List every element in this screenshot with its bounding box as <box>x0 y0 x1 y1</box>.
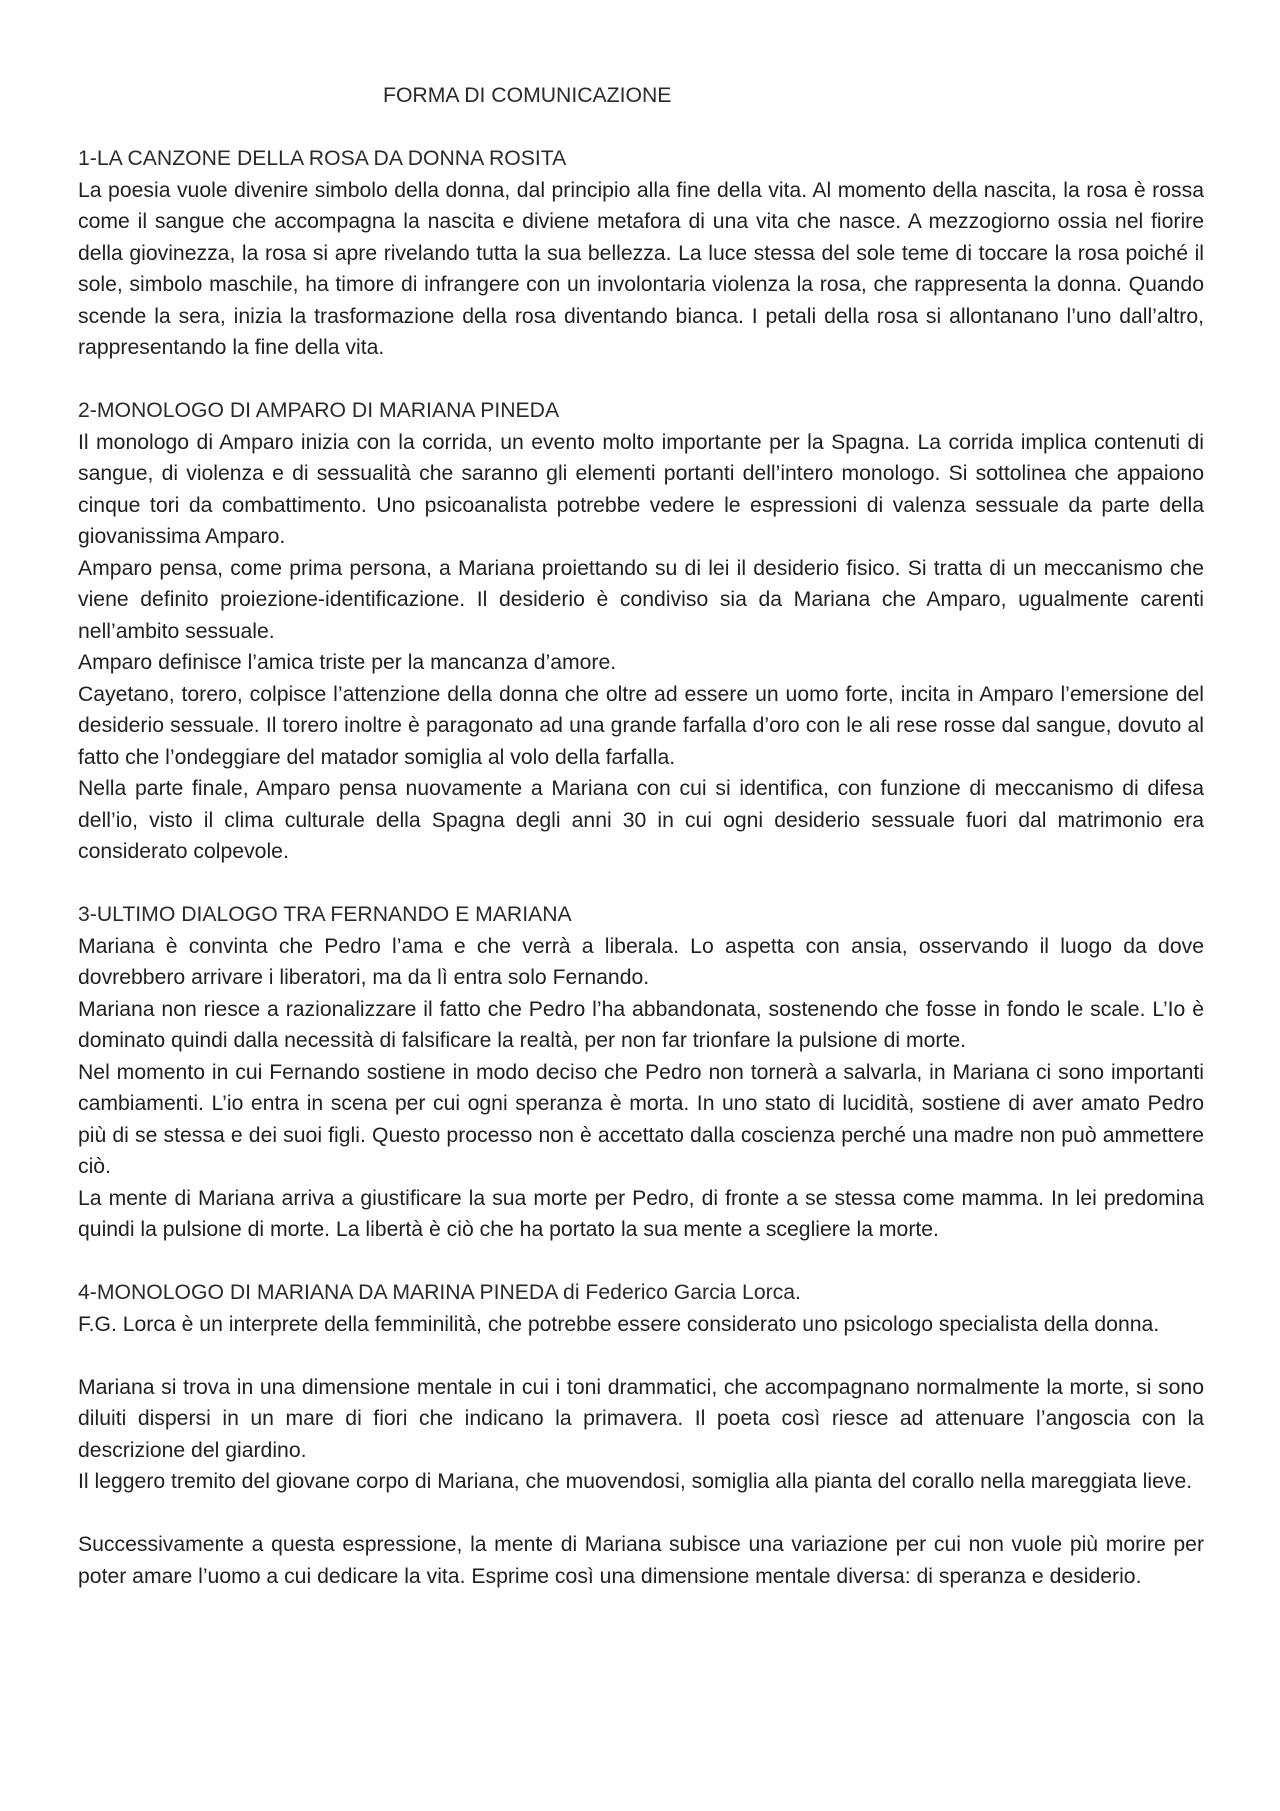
section-heading: 4-MONOLOGO DI MARIANA DA MARINA PINEDA di Federico Garcia Lorca. <box>78 1281 801 1304</box>
section-2 <box>78 395 1204 868</box>
paragraph: Successivamente a questa espressione, la mente di Mariana subisce una variazione per cui non vuole più morire per poter amare l’uomo a cui dedicare la vita. Esprime così una dimensione mentale diversa: di speranza e desiderio. <box>78 1533 1204 1588</box>
paragraph: Mariana si trova in una dimensione mentale in cui i toni drammatici, che accompagnano normalmente la morte, si sono diluiti dispersi in un mare di fiori che indicano la primavera. Il poeta così riesce ad attenuare l’angoscia con la descrizione del giardino. <box>78 1375 1204 1462</box>
section-1 <box>78 143 1204 364</box>
paragraph: Cayetano, torero, colpisce l’attenzione della donna che oltre ad essere un uomo forte, incita in Amparo l’emersione del desiderio sessuale. Il torero inoltre è paragonato ad una grande farfalla d’oro con le ali rese rosse dal sangue, dovuto al fatto che l’ondeggiare del matador somiglia al volo della farfalla. <box>78 682 1204 769</box>
section-heading: 3-ULTIMO DIALOGO TRA FERNANDO E MARIANA <box>78 903 572 926</box>
paragraph: La mente di Mariana arriva a giustificare la sua morte per Pedro, di fronte a se stessa come mamma. In lei predomina quindi la pulsione di morte. La libertà è ciò che ha portato la sua mente a scegliere la morte. <box>78 1186 1204 1241</box>
section-4 <box>78 1277 1204 1592</box>
paragraph: Il leggero tremito del giovane corpo di Mariana, che muovendosi, somiglia alla pianta del corallo nella mareggiata lieve. <box>78 1470 1193 1493</box>
paragraph: Mariana è convinta che Pedro l’ama e che verrà a liberala. Lo aspetta con ansia, osservando il luogo da dove dovrebbero arrivare i liberatori, ma da lì entra solo Fernando. <box>78 934 1204 989</box>
paragraph: La poesia vuole divenire simbolo della donna, dal principio alla fine della vita. Al momento della nascita, la rosa è rossa come il sangue che accompagna la nascita e diviene metafora di una vita che nasce. A mezzogiorno ossia nel fiorire della giovinezza, la rosa si apre rivelando tutta la sua bellezza. La luce stessa del sole teme di toccare la rosa poiché il sole, simbolo maschile, ha timore di infrangere con un involontaria violenza la rosa, che rappresenta la donna. Quando scende la sera, inizia la trasformazione della rosa diventando bianca. I petali della rosa si allontanano l’uno dall’altro, rappresentando la fine della vita. <box>78 178 1204 359</box>
paragraph: F.G. Lorca è un interprete della femminilità, che potrebbe essere considerato uno psicologo specialista della donna. <box>78 1312 1160 1336</box>
paragraph: Il monologo di Amparo inizia con la corrida, un evento molto importante per la Spagna. La corrida implica contenuti di sangue, di violenza e di sessualità che saranno gli elementi portanti dell’intero monologo. Si sottolinea che appaiono cinque tori da combattimento. Uno psicoanalista potrebbe vedere le espressioni di valenza sessuale da parte della giovanissima Amparo. <box>78 430 1204 548</box>
document-title: FORMA DI COMUNICAZIONE <box>383 84 672 107</box>
paragraph: Mariana non riesce a razionalizzare il fatto che Pedro l’ha abbandonata, sostenendo che fosse in fondo le scale. L’Io è dominato quindi dalla necessità di falsificare la realtà, per non far trionfare la pulsione di morte. <box>78 997 1204 1052</box>
section-heading: 2-MONOLOGO DI AMPARO DI MARIANA PINEDA <box>78 399 560 422</box>
paragraph: Amparo definisce l’amica triste per la mancanza d’amore. <box>78 651 617 674</box>
paragraph: Nella parte finale, Amparo pensa nuovamente a Mariana con cui si identifica, con funzione di meccanismo di difesa dell’io, visto il clima culturale della Spagna degli anni 30 in cui ogni desiderio sessuale fuori dal matrimonio era considerato colpevole. <box>78 777 1204 863</box>
section-heading: 1-LA CANZONE DELLA ROSA DA DONNA ROSITA <box>78 147 567 170</box>
paragraph: Nel momento in cui Fernando sostiene in modo deciso che Pedro non tornerà a salvarla, in Mariana ci sono importanti cambiamenti. L’io entra in scena per cui ogni speranza è morta. In uno stato di lucidità, sostiene di aver amato Pedro più di se stessa e dei suoi figli. Questo processo non è accettato dalla coscienza perché una madre non può ammettere ciò. <box>78 1060 1204 1178</box>
section-3 <box>78 899 1204 1246</box>
document-body <box>78 80 1204 1592</box>
paragraph: Amparo pensa, come prima persona, a Mariana proiettando su di lei il desiderio fisico. Si tratta di un meccanismo che viene definito proiezione-identificazione. Il desiderio è condiviso sia da Mariana che Amparo, ugualmente carenti nell’ambito sessuale. <box>78 556 1204 643</box>
